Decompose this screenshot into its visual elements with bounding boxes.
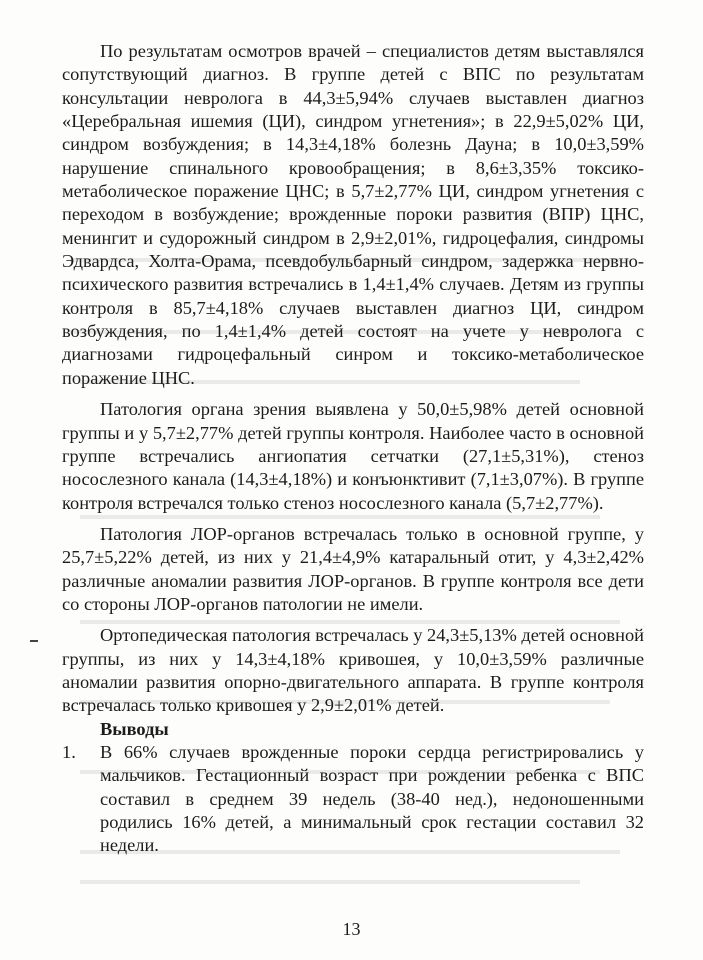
paragraph-orthopedics: Ортопедическая патология встречалась у 24,3±5,13% детей основной группы, из них у 14,3±4,18% кривошея, у 10,0±3,59% различные аномалии развития опорно-двигательного аппарата. В группе контроля встречалась только кривошея у 2,9±2,01% детей. [62, 625, 644, 716]
conclusion-item-number: 1. [62, 741, 76, 762]
paragraph-neurology: По результатам осмотров врачей – специалистов детям выставлялся сопутствующий диагноз. В группе детей с ВПС по результатам консультации невролога в 44,3±5,94% случаев выставлен диагноз «Церебральная ишемия (ЦИ), синдром угнетения»; в 22,9±5,02% ЦИ, синдром возбуждения; в 14,3±4,18% болезнь Дауна; в 10,0±3,59% нарушение спинального кровообращения; в 8,6±3,35% токсико-метаболическое поражение ЦНС; в 5,7±2,77% ЦИ, синдром угнетения с переходом в возбуждение; врожденные пороки развития (ВПР) ЦНС, менингит и судорожный синдром в 2,9±2,01%, гидроцефалия, синдромы Эдвардса, Холта-Орама, псевдобульбарный синдром, задержка нервно-психического развития встречались в 1,4±1,4% случаев. Детям из группы контроля в 85,7±4,18% случаев выставлен диагноз ЦИ, синдром возбуждения, по 1,4±1,4% детей состоят на учете у невролога с диагнозами гидроцефальный синром и токсико-метаболическое поражение ЦНС. [62, 41, 644, 388]
conclusion-item [62, 741, 644, 858]
paragraph-ent: Патология ЛОР-органов встречалась только в основной группе, у 25,7±5,22% детей, из них у 21,4±4,9% катаральный отит, у 4,3±2,42% различные аномалии развития ЛОР-органов. В группе контроля все дети со стороны ЛОР-органов патологии не имели. [62, 523, 644, 614]
paragraph-ophthalmology: Патология органа зрения выявлена у 50,0±5,98% детей основной группы и у 5,7±2,77% детей группы контроля. Наиболее часто в основной группе встречались ангиопатия сетчатки (27,1±5,31%), стеноз носослезного канала (14,3±4,18%) и конъюнктивит (7,1±3,07%). В группе контроля встречался только стеноз носослезного канала (5,7±2,77%). [62, 399, 644, 513]
page-number: 13 [342, 919, 361, 939]
conclusions-heading: Выводы [100, 718, 169, 739]
conclusion-item-text: В 66% случаев врожденные пороки сердца регистрировались у мальчиков. Гестационный возраст при рождении ребенка с ВПС составил в среднем 39 недель (38-40 нед.), недоношенными родились 16% детей, а минимальный срок гестации составил 32 недели. [100, 741, 644, 856]
page-body [62, 40, 644, 858]
margin-dash-mark [30, 640, 38, 642]
